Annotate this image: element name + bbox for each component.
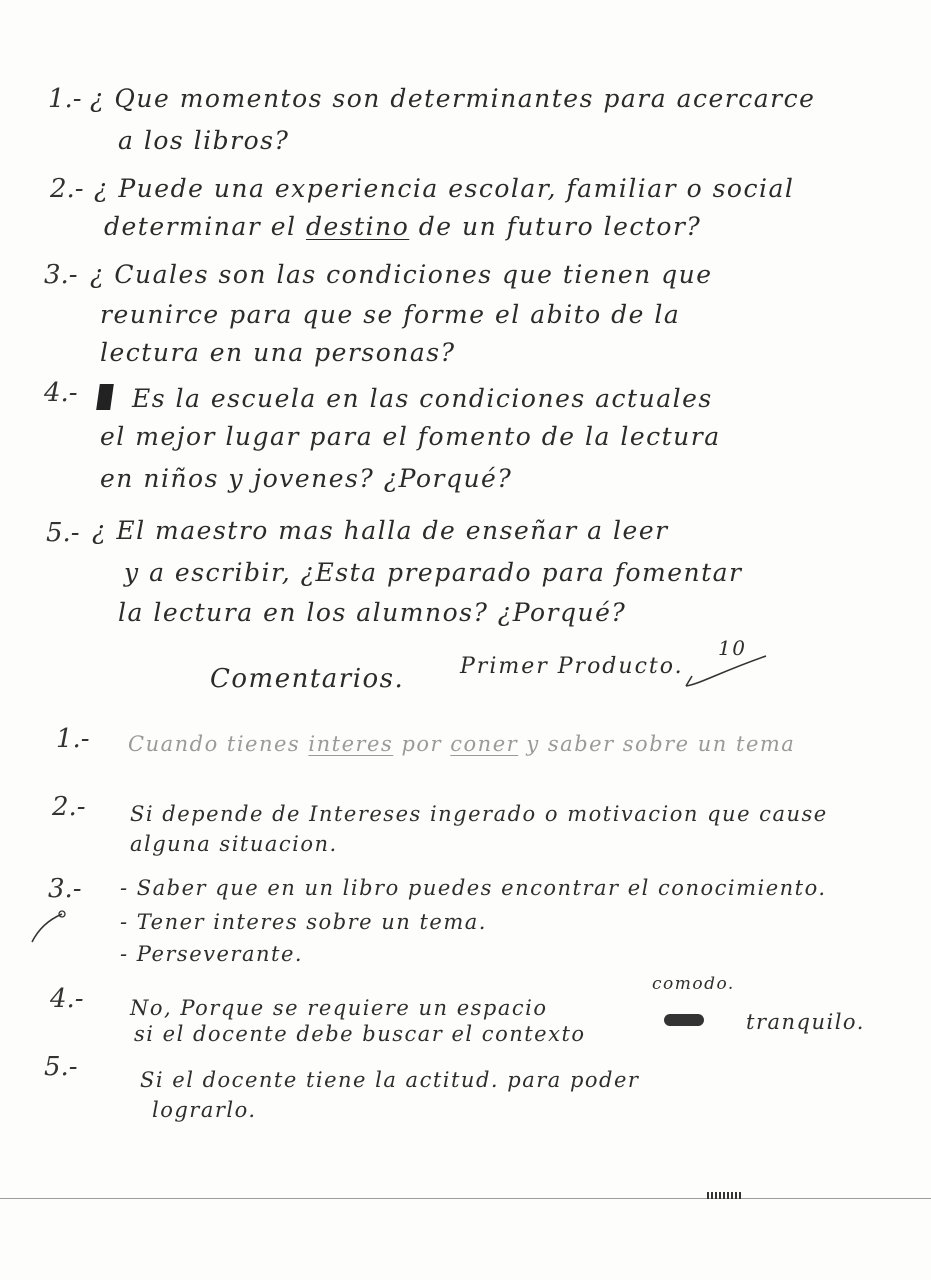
grade-score: 10	[718, 636, 747, 660]
answer-4-line-2: si el docente debe buscar el contexto	[134, 1022, 586, 1046]
check-mark-icon	[680, 650, 770, 692]
answer-3-line-2: - Tener interes sobre un tema.	[120, 910, 487, 934]
question-2-line-2-end: de un futuro lector?	[418, 212, 702, 241]
answer-3-line-3: - Perseverante.	[120, 942, 304, 966]
answer-1-line	[128, 734, 795, 755]
answer-2-line-2: alguna situacion.	[130, 832, 338, 856]
question-3-line-1: ¿ Cuales son las condiciones que tienen que	[90, 260, 713, 289]
question-1-line-1: ¿ Que momentos son determinantes para acercarce	[90, 84, 816, 113]
answer-1-underlined-coner: coner	[450, 732, 519, 756]
answer-3-line-1: - Saber que en un libro puedes encontrar el conocimiento.	[120, 876, 827, 900]
question-5-line-1: ¿ El maestro mas halla de enseñar a leer	[92, 516, 669, 545]
question-3-line-2: reunirce para que se forme el abito de la	[100, 300, 681, 329]
answer-1-por: por	[401, 732, 443, 756]
page-bottom-rule	[0, 1198, 931, 1199]
question-4-line-2: el mejor lugar para el fomento de la lectura	[100, 422, 721, 451]
answer-1-end: y saber sobre un tema	[526, 732, 796, 756]
question-3-number: 3.-	[44, 260, 78, 290]
question-4-number: 4.-	[44, 378, 78, 408]
answer-1-start: Cuando tienes	[128, 732, 301, 756]
answer-4-line-1: No, Porque se requiere un espacio	[130, 996, 548, 1020]
answer-4-line-1-end: tranquilo.	[746, 1010, 865, 1034]
answer-2-line-1: Si depende de Intereses ingerado o motivacion que cause	[130, 802, 828, 826]
answer-4-superscript: comodo.	[652, 974, 735, 994]
question-2-line-2	[104, 214, 701, 239]
question-3-line-3: lectura en una personas?	[100, 338, 456, 367]
question-5-line-2: y a escribir, ¿Esta preparado para fomentar	[124, 558, 743, 587]
question-2-line-2-start: determinar el	[104, 212, 297, 241]
answer-4-number: 4.-	[50, 984, 84, 1014]
question-1-line-2: a los libros?	[118, 126, 290, 155]
answer-5-line-2: lograrlo.	[152, 1098, 257, 1122]
question-2-number: 2.-	[50, 174, 84, 204]
answer-5-line-1: Si el docente tiene la actitud. para poder	[140, 1068, 640, 1092]
question-4-line-1: Es la escuela en las condiciones actuales	[132, 384, 713, 413]
arrow-mark-icon	[28, 906, 68, 946]
ink-blot-mark	[96, 384, 114, 410]
answer-1-number: 1.-	[56, 724, 90, 754]
bottom-scribble-mark	[707, 1192, 743, 1199]
answer-1-underlined-interes: interes	[308, 732, 394, 756]
question-4-line-3: en niños y jovenes? ¿Porqué?	[100, 464, 513, 493]
question-5-number: 5.-	[46, 518, 80, 548]
scribble-out-mark	[664, 1014, 704, 1026]
comments-title: Comentarios.	[210, 664, 405, 694]
comments-subtitle: Primer Producto.	[460, 654, 684, 679]
question-5-line-3: la lectura en los alumnos? ¿Porqué?	[118, 598, 627, 627]
question-2-line-1: ¿ Puede una experiencia escolar, familiar o social	[94, 174, 795, 203]
question-2-underlined-word: destino	[305, 212, 410, 241]
answer-5-number: 5.-	[44, 1052, 78, 1082]
answer-2-number: 2.-	[52, 792, 86, 822]
question-1-number: 1.-	[48, 84, 82, 114]
answer-3-number: 3.-	[48, 874, 82, 904]
